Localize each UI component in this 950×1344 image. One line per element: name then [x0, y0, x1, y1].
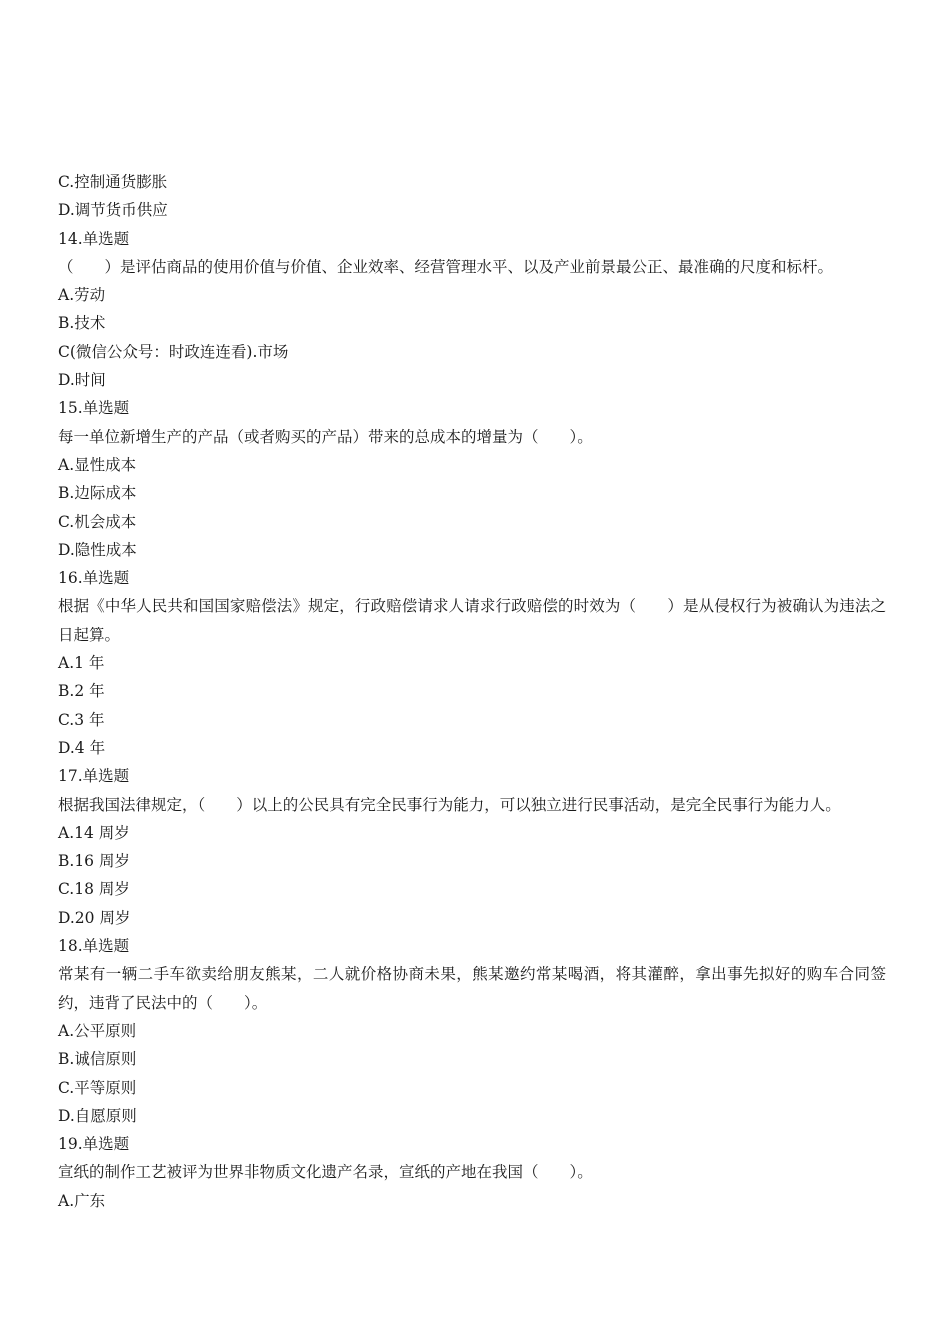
option-15c: C.机会成本	[58, 512, 137, 531]
question-15-heading: 15.单选题	[58, 399, 130, 418]
option-16b: B.2 年	[58, 682, 105, 701]
option-15b: B.边际成本	[58, 484, 137, 503]
option-19a: A.广东	[58, 1191, 106, 1210]
question-15-stem: 每一单位新增生产的产品（或者购买的产品）带来的总成本的增量为（ ）。	[58, 427, 593, 446]
option-16a: A.1 年	[58, 654, 105, 673]
question-17-heading: 17.单选题	[58, 767, 130, 786]
question-17-stem: 根据我国法律规定，（ ）以上的公民具有完全民事行为能力，可以独立进行民事活动，是完全民事行为能力人。	[58, 795, 841, 814]
option-14d: D.时间	[58, 371, 106, 390]
option-13c: C.控制通货膨胀	[58, 173, 168, 191]
option-13d: D.调节货币供应	[58, 201, 168, 220]
option-17b: B.16 周岁	[58, 852, 130, 871]
option-17c: C.18 周岁	[58, 880, 130, 899]
question-19-heading: 19.单选题	[58, 1135, 130, 1154]
option-15a: A.显性成本	[58, 455, 137, 474]
option-18b: B.诚信原则	[58, 1050, 137, 1069]
question-14-heading: 14.单选题	[58, 229, 130, 248]
option-18d: D.自愿原则	[58, 1106, 137, 1125]
question-19-stem: 宣纸的制作工艺被评为世界非物质文化遗产名录，宣纸的产地在我国（ ）。	[58, 1163, 593, 1182]
question-16-stem: 根据《中华人民共和国国家赔偿法》规定，行政赔偿请求人请求行政赔偿的时效为（ ）是从侵权行为被确认为违法之日起算。	[58, 597, 886, 644]
option-18c: C.平等原则	[58, 1078, 137, 1097]
option-15d: D.隐性成本	[58, 540, 137, 559]
option-14b: B.技术	[58, 314, 106, 333]
option-16d: D.4 年	[58, 738, 106, 757]
option-17d: D.20 周岁	[58, 908, 131, 927]
option-16c: C.3 年	[58, 710, 105, 729]
question-16-heading: 16.单选题	[58, 569, 130, 588]
question-14-stem: （ ）是评估商品的使用价值与价值、企业效率、经营管理水平、以及产业前景最公正、最准确的尺度和标杆。	[58, 257, 834, 276]
option-17a: A.14 周岁	[58, 823, 130, 842]
exam-page	[58, 168, 886, 1215]
question-18-heading: 18.单选题	[58, 937, 130, 956]
question-18-stem: 常某有一辆二手车欲卖给朋友熊某，二人就价格协商未果，熊某邀约常某喝酒，将其灌醉，拿出事先拟好的购车合同签约，违背了民法中的（ ）。	[58, 965, 886, 1012]
option-14c: C(微信公众号：时政连连看).市场	[58, 342, 289, 361]
option-18a: A.公平原则	[58, 1021, 137, 1040]
option-14a: A.劳动	[58, 286, 106, 305]
